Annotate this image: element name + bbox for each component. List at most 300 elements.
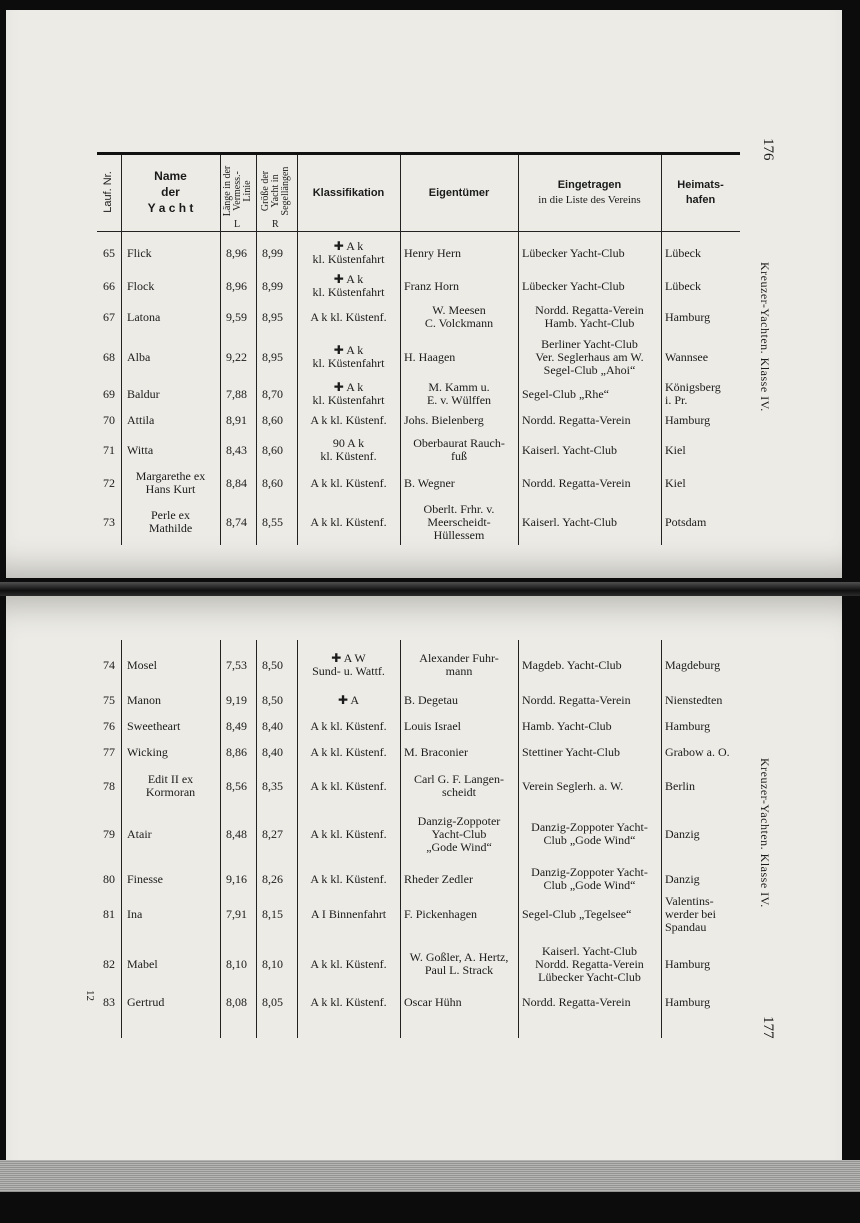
cell-line: Kiel (665, 475, 686, 490)
p2-klass-78 (299, 780, 398, 793)
p1-club-66 (522, 280, 657, 293)
cell-line: A k kl. Küstenf. (310, 994, 387, 1009)
cell-line: Magdeb. Yacht-Club (522, 657, 622, 672)
cell-line: M. Kamm u. (428, 380, 490, 394)
cell-line: mann (445, 664, 473, 678)
p2-name-75 (127, 694, 214, 707)
p2-owner-77 (404, 746, 514, 759)
cell-line: kl. Küstenfahrt (312, 285, 385, 299)
cell-line: A k kl. Küstenf. (310, 309, 387, 324)
cell-line: Segel-Club „Tegelsee“ (522, 906, 632, 921)
p1-club-67 (522, 304, 657, 330)
p2-port-82 (665, 958, 736, 971)
p1-length-72: 8,84 (226, 476, 247, 490)
header-heimatshafen (661, 178, 740, 208)
p2-length-78: 8,56 (226, 779, 247, 793)
p2-column-rule (121, 640, 122, 1038)
p2-name-79 (127, 828, 214, 841)
cell-line: fuß (451, 449, 467, 463)
p2-club-77 (522, 746, 657, 759)
p2-name-78 (127, 773, 214, 799)
cell-line: A k kl. Küstenf. (310, 956, 387, 971)
p1-size-66: 8,99 (262, 279, 283, 293)
p2-length-81: 7,91 (226, 907, 247, 921)
p1-port-69 (665, 381, 736, 407)
p2-nr-76: 76 (103, 719, 115, 733)
cell-line: „Gode Wind“ (426, 839, 492, 854)
p2-club-81 (522, 908, 657, 921)
cell-line: Rheder Zedler (404, 871, 473, 886)
p2-name-82 (127, 958, 214, 971)
cell-line: Danzig (665, 826, 700, 841)
p1-club-65 (522, 247, 657, 260)
p2-size-79: 8,27 (262, 827, 283, 841)
p2-port-79 (665, 828, 736, 841)
p2-nr-77: 77 (103, 745, 115, 759)
p2-port-74 (665, 659, 736, 672)
cell-line: Hamburg (665, 412, 711, 427)
p1-owner-69 (404, 381, 514, 407)
cell-line: Valentins- (665, 893, 714, 908)
cell-line: B. Degetau (404, 692, 458, 707)
p2-club-82 (522, 945, 657, 984)
cell-line: kl. Küstenf. (320, 449, 377, 463)
p1-length-68: 9,22 (226, 350, 247, 364)
cell-line: Nordd. Regatta-Verein (522, 994, 631, 1009)
p2-column-rule (661, 640, 662, 1038)
p1-nr-69: 69 (103, 387, 115, 401)
p1-klass-73 (299, 516, 398, 529)
cell-line: Lübecker Yacht-Club (522, 245, 625, 260)
p1-name-73 (127, 509, 214, 535)
p1-owner-65 (404, 247, 514, 260)
p2-nr-83: 83 (103, 995, 115, 1009)
cell-line: A k kl. Küstenf. (310, 514, 387, 529)
p2-klass-74 (299, 652, 398, 678)
signature-mark: 12 (84, 990, 96, 1001)
cell-line: A k kl. Küstenf. (310, 871, 387, 886)
p1-size-71: 8,60 (262, 443, 283, 457)
cell-line: Sweetheart (127, 718, 181, 733)
p2-port-83 (665, 996, 736, 1009)
cell-line: in die Liste des Vereins (538, 194, 641, 206)
cell-line: Witta (127, 442, 154, 457)
p2-owner-74 (404, 652, 514, 678)
p2-owner-80 (404, 873, 514, 886)
cell-line: Yacht in (270, 174, 281, 208)
p2-nr-78: 78 (103, 779, 115, 793)
cell-line: Hans Kurt (145, 482, 196, 496)
cell-line: C. Volckmann (424, 316, 494, 330)
cell-line: Perle ex (151, 508, 190, 522)
p1-klass-67 (299, 311, 398, 324)
p1-length-71: 8,43 (226, 443, 247, 457)
cell-line: E. v. Wülffen (426, 393, 492, 407)
cell-line: Kormoran (145, 785, 196, 799)
p2-size-80: 8,26 (262, 872, 283, 886)
cell-line: Berlin (665, 778, 695, 793)
p2-owner-76 (404, 720, 514, 733)
p1-klass-69 (299, 381, 398, 407)
p1-size-70: 8,60 (262, 413, 283, 427)
p2-owner-82 (404, 951, 514, 977)
cell-line: Lübecker Yacht-Club (538, 969, 641, 984)
p1-club-72 (522, 477, 657, 490)
cell-line: Kaiserl. Yacht-Club (542, 943, 637, 958)
cell-line: Größe der (260, 170, 271, 212)
cell-line: Linie (242, 180, 253, 202)
cell-line: Hamburg (665, 309, 711, 324)
cell-line: Kaiserl. Yacht-Club (522, 442, 617, 457)
cell-line: Länge in der (222, 165, 233, 217)
p1-length-69: 7,88 (226, 387, 247, 401)
cell-line: Latona (127, 309, 161, 324)
cell-line: Nordd. Regatta-Verein (522, 475, 631, 490)
cell-line: kl. Küstenfahrt (312, 252, 385, 266)
p2-nr-75: 75 (103, 693, 115, 707)
cell-line: W. Meesen (432, 303, 486, 317)
cell-line: Kiel (665, 442, 686, 457)
cell-line: Danzig-Zoppoter Yacht- (531, 865, 648, 879)
header-eingetragen (518, 178, 661, 208)
p2-column-rule (297, 640, 298, 1038)
p1-size-67: 8,95 (262, 310, 283, 324)
p1-owner-72 (404, 477, 514, 490)
p1-length-66: 8,96 (226, 279, 247, 293)
cell-line: Königsberg (665, 380, 721, 394)
p1-nr-67: 67 (103, 310, 115, 324)
cell-line: Alexander Fuhr- (419, 651, 499, 665)
p1-port-71 (665, 444, 736, 457)
p2-length-76: 8,49 (226, 719, 247, 733)
cell-line: A k kl. Küstenf. (310, 475, 387, 490)
cell-line: Carl G. F. Langen- (413, 772, 505, 786)
header-laenge-letter: L (234, 219, 241, 230)
cell-line: Atair (127, 826, 152, 841)
cell-line: ✚ A k (333, 272, 364, 286)
cell-line: Margarethe ex (135, 469, 206, 483)
cell-line: 90 A k (332, 436, 365, 450)
cell-line: Hamburg (665, 956, 711, 971)
cell-line: Name (154, 169, 187, 183)
p2-club-76 (522, 720, 657, 733)
cell-line: A k kl. Küstenf. (310, 744, 387, 759)
p2-port-78 (665, 780, 736, 793)
p1-column-rule (661, 155, 662, 545)
p1-klass-70 (299, 414, 398, 427)
p2-owner-83 (404, 996, 514, 1009)
cell-line: Alba (127, 349, 151, 364)
cell-line: Baldur (127, 386, 160, 401)
cell-line: Nordd. Regatta-Verein (522, 692, 631, 707)
p1-klass-71 (299, 437, 398, 463)
cell-line: ✚ A W (331, 651, 366, 665)
cell-line: Finesse (127, 871, 163, 886)
cell-line: A k kl. Küstenf. (310, 826, 387, 841)
p2-column-rule (518, 640, 519, 1038)
p1-size-68: 8,95 (262, 350, 283, 364)
cell-line: Johs. Bielenberg (404, 412, 484, 427)
p1-port-68 (665, 351, 736, 364)
p1-nr-66: 66 (103, 279, 115, 293)
p2-nr-74: 74 (103, 658, 115, 672)
p2-klass-82 (299, 958, 398, 971)
cell-line: Wicking (127, 744, 168, 759)
cell-line: Nordd. Regatta-Verein (535, 303, 644, 317)
cell-line: Hamb. Yacht-Club (522, 718, 612, 733)
p1-owner-68 (404, 351, 514, 364)
p1-nr-70: 70 (103, 413, 115, 427)
p1-nr-72: 72 (103, 476, 115, 490)
p2-owner-78 (404, 773, 514, 799)
cell-line: B. Wegner (404, 475, 455, 490)
cell-line: Danzig-Zoppoter Yacht- (531, 820, 648, 834)
cell-line: Hüllessem (433, 527, 485, 542)
cell-line: Franz Horn (404, 278, 459, 293)
cell-line: werder bei (665, 906, 716, 921)
p2-klass-75 (299, 694, 398, 707)
p1-column-rule (400, 155, 401, 545)
cell-line: W. Goßler, A. Hertz, (409, 950, 509, 964)
p1-nr-71: 71 (103, 443, 115, 457)
p2-club-83 (522, 996, 657, 1009)
p1-owner-73 (404, 503, 514, 542)
p1-name-71 (127, 444, 214, 457)
header-klassifikation: Klassifikation (312, 187, 385, 199)
p1-size-69: 8,70 (262, 387, 283, 401)
cell-line: M. Braconier (404, 744, 468, 759)
cell-line: Kaiserl. Yacht-Club (522, 514, 617, 529)
p2-size-78: 8,35 (262, 779, 283, 793)
p2-klass-76 (299, 720, 398, 733)
p1-owner-66 (404, 280, 514, 293)
cell-line: A k kl. Küstenf. (310, 718, 387, 733)
p1-column-rule (121, 155, 122, 545)
p1-name-65 (127, 247, 214, 260)
p2-klass-83 (299, 996, 398, 1009)
cell-line: Magdeburg (665, 657, 721, 672)
cell-line: Wannsee (665, 349, 709, 364)
cell-line: Potsdam (665, 514, 707, 529)
p2-club-75 (522, 694, 657, 707)
p2-klass-79 (299, 828, 398, 841)
p1-port-67 (665, 311, 736, 324)
p1-klass-65 (299, 240, 398, 266)
p1-klass-66 (299, 273, 398, 299)
cell-line: Mabel (127, 956, 158, 971)
p2-club-80 (522, 866, 657, 892)
page-number-177: 177 (760, 1016, 776, 1039)
p2-name-77 (127, 746, 214, 759)
p1-size-73: 8,55 (262, 515, 283, 529)
p2-name-83 (127, 996, 214, 1009)
p2-owner-81 (404, 908, 514, 921)
side-label-page2: Kreuzer-Yachten. Klasse IV. (758, 758, 772, 908)
cell-line: Louis Israel (404, 718, 461, 733)
cell-line: Grabow a. O. (665, 744, 730, 759)
p1-nr-73: 73 (103, 515, 115, 529)
p2-column-rule (256, 640, 257, 1038)
cell-line: i. Pr. (665, 393, 688, 407)
cell-line: Flick (127, 245, 152, 260)
p2-port-76 (665, 720, 736, 733)
p1-size-65: 8,99 (262, 246, 283, 260)
p1-port-70 (665, 414, 736, 427)
cell-line: Hamb. Yacht-Club (544, 316, 635, 330)
p1-owner-67 (404, 304, 514, 330)
p2-length-74: 7,53 (226, 658, 247, 672)
p1-column-rule (256, 155, 257, 545)
p1-column-rule (297, 155, 298, 545)
p2-port-77 (665, 746, 736, 759)
cell-line: Flock (127, 278, 155, 293)
cell-line: Eingetragen (557, 179, 622, 191)
p1-length-70: 8,91 (226, 413, 247, 427)
p1-length-65: 8,96 (226, 246, 247, 260)
p2-size-74: 8,50 (262, 658, 283, 672)
p1-owner-71 (404, 437, 514, 463)
cell-line: Danzig (665, 871, 700, 886)
cell-line: F. Pickenhagen (404, 906, 478, 921)
cell-line: Yacht-Club (431, 826, 487, 841)
p2-nr-79: 79 (103, 827, 115, 841)
p2-size-75: 8,50 (262, 693, 283, 707)
cell-line: Nordd. Regatta-Verein (522, 412, 631, 427)
p2-size-83: 8,05 (262, 995, 283, 1009)
p1-klass-72 (299, 477, 398, 490)
p1-klass-68 (299, 344, 398, 370)
cell-line: kl. Küstenfahrt (312, 356, 385, 370)
p2-club-74 (522, 659, 657, 672)
p2-length-75: 9,19 (226, 693, 247, 707)
cell-line: kl. Küstenfahrt (312, 393, 385, 407)
p1-name-70 (127, 414, 214, 427)
cell-line: Lübecker Yacht-Club (522, 278, 625, 293)
p1-club-70 (522, 414, 657, 427)
p2-port-75 (665, 694, 736, 707)
p1-name-67 (127, 311, 214, 324)
cell-line: H. Haagen (404, 349, 456, 364)
cell-line: Spandau (665, 919, 707, 934)
p1-nr-65: 65 (103, 246, 115, 260)
cell-line: ✚ A k (333, 239, 364, 253)
top-rule-thick (97, 152, 740, 155)
p2-name-76 (127, 720, 214, 733)
header-eigentuemer: Eigentümer (428, 187, 490, 199)
cell-line: Y a c h t (147, 201, 194, 215)
cell-line: Ina (127, 906, 143, 921)
cell-line: Nordd. Regatta-Verein (535, 956, 644, 971)
p2-nr-81: 81 (103, 907, 115, 921)
side-label-page1: Kreuzer-Yachten. Klasse IV. (758, 262, 772, 412)
p1-nr-68: 68 (103, 350, 115, 364)
p1-column-rule (220, 155, 221, 545)
p2-klass-81 (299, 908, 398, 921)
cell-line: Oscar Hühn (404, 994, 462, 1009)
cell-line: ✚ A k (333, 380, 364, 394)
p2-klass-77 (299, 746, 398, 759)
p1-name-66 (127, 280, 214, 293)
header-groesse-letter: R (272, 219, 279, 230)
cell-line: A k kl. Küstenf. (310, 412, 387, 427)
cell-line: Meerscheidt- (427, 514, 491, 529)
cell-line: Berliner Yacht-Club (541, 336, 638, 351)
cell-line: Lübeck (665, 278, 701, 293)
p2-owner-75 (404, 694, 514, 707)
p2-owner-79 (404, 815, 514, 854)
p1-club-68 (522, 338, 657, 377)
p1-port-72 (665, 477, 736, 490)
book-spine (0, 582, 860, 596)
cell-line: der (161, 185, 180, 199)
p2-nr-82: 82 (103, 957, 115, 971)
cell-line: Club „Gode Wind“ (543, 878, 636, 892)
p2-name-74 (127, 659, 214, 672)
cell-line: hafen (685, 194, 716, 206)
cell-line: Lübeck (665, 245, 701, 260)
p1-owner-70 (404, 414, 514, 427)
p2-club-79 (522, 821, 657, 847)
cell-line: Hamburg (665, 994, 711, 1009)
p2-port-81 (665, 895, 736, 934)
p2-name-80 (127, 873, 214, 886)
cell-line: Segel-Club „Rhe“ (522, 386, 609, 401)
cell-line: Henry Hern (404, 245, 461, 260)
p2-length-80: 9,16 (226, 872, 247, 886)
cell-line: Vermess.- (232, 171, 243, 211)
p1-length-67: 9,59 (226, 310, 247, 324)
cell-line: Oberbaurat Rauch- (413, 436, 505, 450)
p1-club-73 (522, 516, 657, 529)
p1-club-69 (522, 388, 657, 401)
p1-length-73: 8,74 (226, 515, 247, 529)
p2-length-83: 8,08 (226, 995, 247, 1009)
cell-line: Edit II ex (147, 772, 194, 786)
cell-line: Mosel (127, 657, 157, 672)
cell-line: Sund- u. Wattf. (312, 664, 385, 678)
header-bottom-rule (97, 231, 740, 232)
cell-line: Paul L. Strack (424, 963, 494, 977)
header-name (121, 168, 220, 216)
p2-length-82: 8,10 (226, 957, 247, 971)
p1-port-65 (665, 247, 736, 260)
p1-port-66 (665, 280, 736, 293)
p2-length-77: 8,86 (226, 745, 247, 759)
p2-nr-80: 80 (103, 872, 115, 886)
p1-size-72: 8,60 (262, 476, 283, 490)
p2-klass-80 (299, 873, 398, 886)
cell-line: Verein Seglerh. a. W. (522, 778, 624, 793)
page-number-176: 176 (760, 138, 776, 161)
p2-size-76: 8,40 (262, 719, 283, 733)
p2-length-79: 8,48 (226, 827, 247, 841)
p2-size-77: 8,40 (262, 745, 283, 759)
cell-line: Club „Gode Wind“ (543, 833, 636, 847)
cell-line: Hamburg (665, 718, 711, 733)
cell-line: scheidt (442, 785, 476, 799)
p1-club-71 (522, 444, 657, 457)
p2-name-81 (127, 908, 214, 921)
cell-line: Mathilde (148, 521, 193, 535)
p1-column-rule (518, 155, 519, 545)
cell-line: Segellängen (280, 166, 291, 216)
cell-line: ✚ A (337, 692, 360, 707)
p1-name-72 (127, 470, 214, 496)
p1-name-68 (127, 351, 214, 364)
cell-line: Attila (127, 412, 155, 427)
header-lauf-nr: Lauf. Nr. (102, 171, 114, 213)
p1-name-69 (127, 388, 214, 401)
